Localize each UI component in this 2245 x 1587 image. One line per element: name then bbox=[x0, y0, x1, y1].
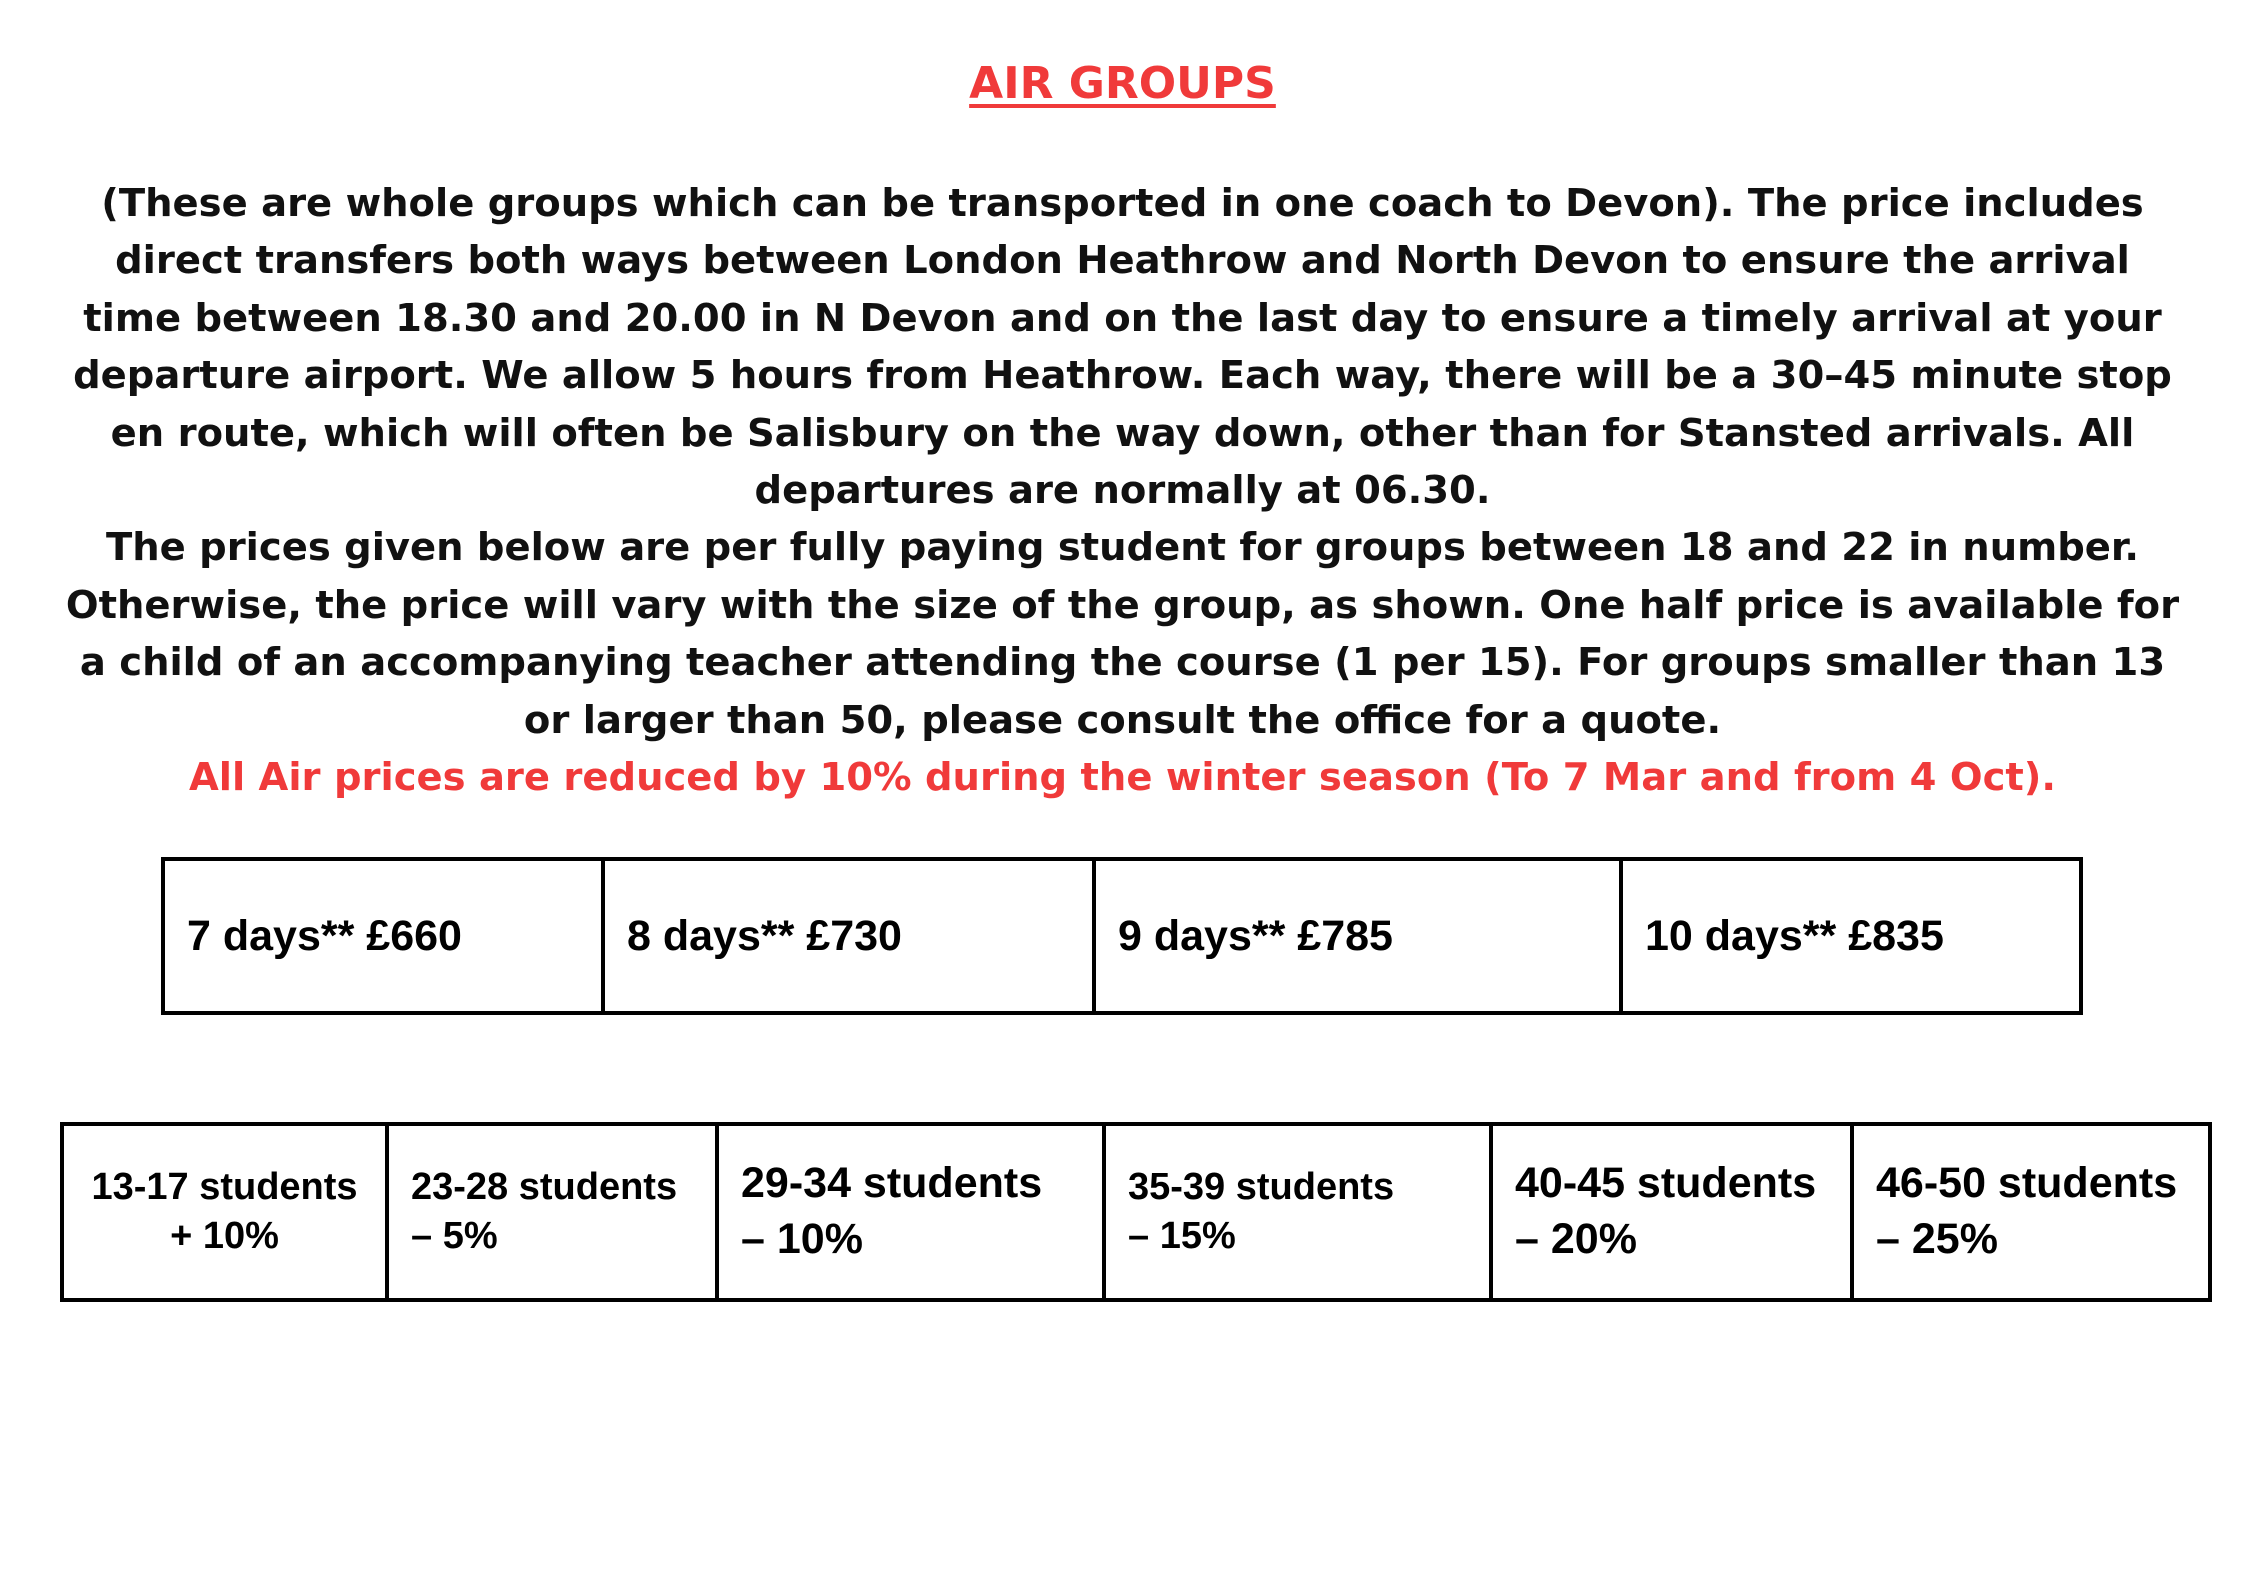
student-range: 35-39 students bbox=[1128, 1165, 1395, 1208]
adjustment-cell bbox=[387, 1124, 717, 1300]
price-cell-10-days: 10 days** £835 bbox=[1621, 859, 2081, 1013]
intro-paragraph-2: The prices given below are per fully paying student for groups between 18 and 22 in number. Otherwise, the price will vary with the size of the group, as shown. One half price is available for a child of an accompanying teacher attending the course (1 per 15). For groups smaller than 13 or larger than 50, please consult the office for a quote. bbox=[65, 525, 2180, 743]
student-range: 23-28 students bbox=[411, 1165, 678, 1208]
price-cell-9-days: 9 days** £785 bbox=[1094, 859, 1621, 1013]
page-title: AIR GROUPS bbox=[969, 58, 1276, 109]
student-range: 46-50 students bbox=[1876, 1159, 2178, 1208]
price-adjustment: – 15% bbox=[1128, 1215, 1236, 1257]
adjustment-cell bbox=[1491, 1124, 1852, 1300]
group-size-adjustment-table bbox=[60, 1122, 2212, 1302]
intro-text bbox=[60, 175, 2185, 806]
adjustment-cell bbox=[1852, 1124, 2210, 1300]
price-cell-7-days: 7 days** £660 bbox=[163, 859, 603, 1013]
price-adjustment: + 10% bbox=[170, 1215, 279, 1257]
price-row bbox=[163, 859, 2081, 1013]
winter-discount-note: All Air prices are reduced by 10% during the winter season (To 7 Mar and from 4 Oct). bbox=[188, 755, 2057, 801]
price-adjustment: – 10% bbox=[741, 1215, 863, 1263]
price-table bbox=[161, 857, 2083, 1015]
price-adjustment: – 20% bbox=[1515, 1215, 1637, 1263]
intro-paragraph-1: (These are whole groups which can be transported in one coach to Devon). The price includes direct transfers both ways between London Heathrow and North Devon to ensure the arrival time between 18.30 and 20.00 in N Devon and on the last day to ensure a timely arrival at your departure airport. We allow 5 hours from Heathrow. Each way, there will be a 30–45 minute stop en route, which will often be Salisbury on the way down, other than for Stansted arrivals. All departures are normally at 06.30. bbox=[73, 181, 2172, 514]
student-range: 13-17 students bbox=[91, 1165, 358, 1208]
adjustment-cell bbox=[1104, 1124, 1491, 1300]
student-range: 29-34 students bbox=[741, 1159, 1043, 1208]
price-adjustment: – 25% bbox=[1876, 1215, 1998, 1263]
price-cell-8-days: 8 days** £730 bbox=[603, 859, 1094, 1013]
adjustment-cell bbox=[62, 1124, 387, 1300]
price-adjustment: – 5% bbox=[411, 1215, 498, 1257]
student-range: 40-45 students bbox=[1515, 1159, 1817, 1208]
adjustment-cell bbox=[717, 1124, 1104, 1300]
adjustment-row bbox=[62, 1124, 2210, 1300]
